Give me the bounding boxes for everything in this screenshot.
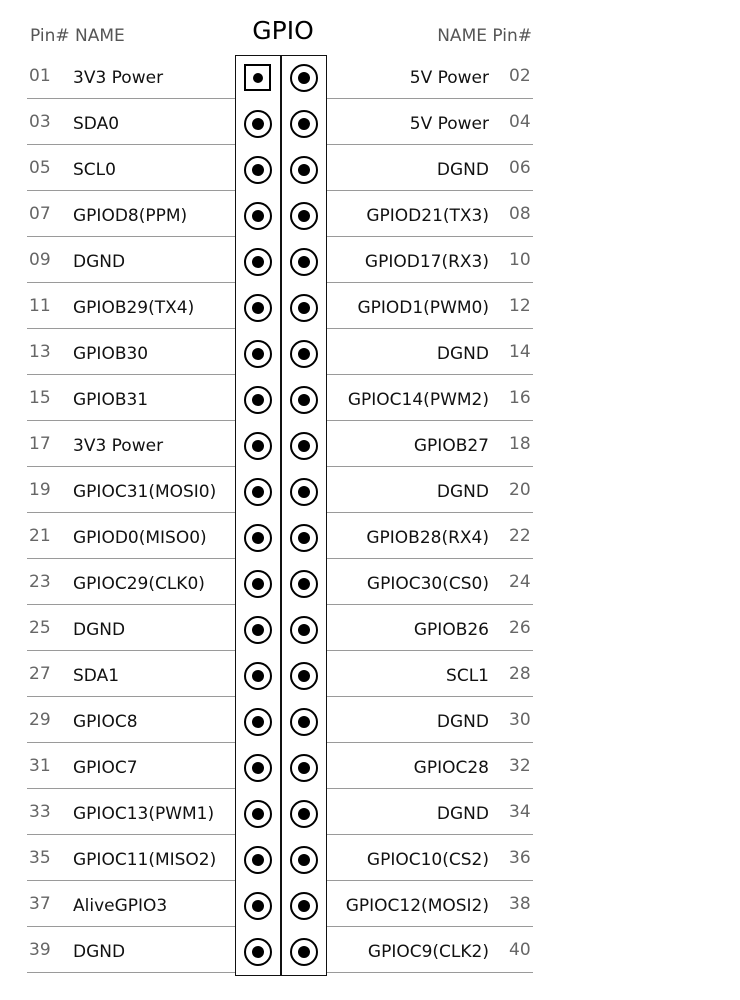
- pin-dot: [252, 762, 264, 774]
- pin-dot: [252, 624, 264, 636]
- right-pin-name: 5V Power: [409, 68, 489, 88]
- left-pin-number: 19: [29, 480, 51, 500]
- row-separator: [327, 236, 533, 237]
- left-pin-number: 17: [29, 434, 51, 454]
- left-pin-name: 3V3 Power: [73, 68, 164, 88]
- header-right: NAME Pin#: [437, 26, 532, 46]
- left-pin-name: SDA0: [73, 114, 120, 134]
- right-pin-name: DGND: [436, 712, 489, 732]
- right-pin-number: 06: [509, 158, 531, 178]
- left-pin-name: 3V3 Power: [73, 436, 164, 456]
- pin-pad: [290, 110, 318, 138]
- pin-pad: [244, 248, 272, 276]
- pin-dot: [298, 854, 310, 866]
- pin-pad: [244, 754, 272, 782]
- pin-dot: [252, 118, 264, 130]
- pin-pad: [290, 570, 318, 598]
- right-pin-number: 28: [509, 664, 531, 684]
- right-pin-number: 12: [509, 296, 531, 316]
- row-separator: [27, 98, 235, 99]
- left-pin-name: GPIOB31: [73, 390, 149, 410]
- pin-pad: [244, 294, 272, 322]
- row-separator: [327, 926, 533, 927]
- pin-pad: [244, 662, 272, 690]
- pin-dot: [298, 670, 310, 682]
- pin-pad: [290, 248, 318, 276]
- pin-dot: [252, 164, 264, 176]
- pin-dot: [253, 73, 263, 83]
- row-separator: [27, 144, 235, 145]
- row-separator: [327, 282, 533, 283]
- left-pin-number: 39: [29, 940, 51, 960]
- right-pin-name: GPIOD1(PWM0): [357, 298, 489, 318]
- pin-dot: [252, 854, 264, 866]
- left-pin-name: GPIOC7: [73, 758, 138, 778]
- left-pin-number: 27: [29, 664, 51, 684]
- row-separator: [27, 742, 235, 743]
- left-pin-number: 35: [29, 848, 51, 868]
- right-pin-number: 26: [509, 618, 531, 638]
- row-separator: [327, 972, 533, 973]
- left-pin-number: 13: [29, 342, 51, 362]
- pin-pad: [244, 938, 272, 966]
- row-separator: [327, 98, 533, 99]
- right-pin-name: GPIOB28(RX4): [366, 528, 489, 548]
- row-separator: [327, 788, 533, 789]
- pin-dot: [252, 256, 264, 268]
- pin-dot: [298, 716, 310, 728]
- pin-dot: [298, 900, 310, 912]
- row-separator: [327, 604, 533, 605]
- pin-dot: [252, 670, 264, 682]
- row-separator: [27, 558, 235, 559]
- header-left: Pin# NAME: [30, 26, 125, 46]
- pin-pad: [290, 294, 318, 322]
- pin-pad: [290, 846, 318, 874]
- pin-pad: [244, 202, 272, 230]
- pin-pad: [244, 156, 272, 184]
- row-separator: [27, 926, 235, 927]
- pin-pad: [244, 386, 272, 414]
- left-pin-name: GPIOD8(PPM): [73, 206, 188, 226]
- pin-pad: [290, 800, 318, 828]
- pin-pad: [290, 478, 318, 506]
- right-pin-number: 24: [509, 572, 531, 592]
- left-pin-name: DGND: [73, 942, 126, 962]
- pin-dot: [298, 302, 310, 314]
- right-pin-number: 04: [509, 112, 531, 132]
- pin-pad: [290, 340, 318, 368]
- left-pin-name: SDA1: [73, 666, 120, 686]
- row-separator: [27, 328, 235, 329]
- right-pin-name: GPIOD17(RX3): [364, 252, 489, 272]
- pin-dot: [252, 946, 264, 958]
- right-pin-name: DGND: [436, 482, 489, 502]
- pin-dot: [298, 486, 310, 498]
- pin-pad: [244, 524, 272, 552]
- pin-dot: [298, 394, 310, 406]
- right-pin-name: GPIOC14(PWM2): [347, 390, 489, 410]
- diagram-title: GPIO: [252, 16, 314, 45]
- pin-pad: [290, 202, 318, 230]
- pin-dot: [252, 532, 264, 544]
- right-pin-name: GPIOC28: [413, 758, 489, 778]
- row-separator: [327, 512, 533, 513]
- pin-dot: [252, 394, 264, 406]
- pin-pad: [244, 846, 272, 874]
- right-pin-number: 38: [509, 894, 531, 914]
- pin-pad: [244, 616, 272, 644]
- right-pin-number: 40: [509, 940, 531, 960]
- row-separator: [27, 282, 235, 283]
- pin-dot: [252, 808, 264, 820]
- pin-pad: [244, 340, 272, 368]
- left-pin-name: DGND: [73, 620, 126, 640]
- row-separator: [327, 466, 533, 467]
- pin-dot: [298, 164, 310, 176]
- row-separator: [327, 696, 533, 697]
- pin-dot: [252, 900, 264, 912]
- pin-dot: [252, 302, 264, 314]
- row-separator: [327, 374, 533, 375]
- right-pin-name: GPIOC12(MOSI2): [345, 896, 489, 916]
- row-separator: [327, 834, 533, 835]
- pin-dot: [298, 532, 310, 544]
- row-separator: [27, 880, 235, 881]
- row-separator: [327, 328, 533, 329]
- pin-pad: [290, 64, 318, 92]
- pin-pad: [290, 524, 318, 552]
- right-pin-name: GPIOC10(CS2): [366, 850, 489, 870]
- left-pin-name: AliveGPIO3: [73, 896, 168, 916]
- right-pin-name: SCL1: [446, 666, 489, 686]
- row-separator: [27, 190, 235, 191]
- right-pin-number: 18: [509, 434, 531, 454]
- row-separator: [27, 972, 235, 973]
- left-pin-number: 29: [29, 710, 51, 730]
- right-pin-name: 5V Power: [409, 114, 489, 134]
- left-pin-number: 31: [29, 756, 51, 776]
- left-pin-name: GPIOB29(TX4): [73, 298, 195, 318]
- left-pin-number: 05: [29, 158, 51, 178]
- pin-pad: [290, 386, 318, 414]
- pin-pad: [244, 110, 272, 138]
- pin-dot: [252, 716, 264, 728]
- left-pin-number: 23: [29, 572, 51, 592]
- right-pin-name: GPIOC30(CS0): [366, 574, 489, 594]
- row-separator: [27, 466, 235, 467]
- right-pin-number: 22: [509, 526, 531, 546]
- pin-pad: [244, 800, 272, 828]
- row-separator: [27, 788, 235, 789]
- left-pin-number: 21: [29, 526, 51, 546]
- pin-header-divider: [280, 55, 282, 976]
- pin-pad: [244, 570, 272, 598]
- pin-dot: [298, 72, 310, 84]
- left-pin-name: DGND: [73, 252, 126, 272]
- pin-dot: [298, 210, 310, 222]
- right-pin-name: GPIOB26: [413, 620, 489, 640]
- row-separator: [327, 144, 533, 145]
- pin-pad: [290, 938, 318, 966]
- pin-dot: [298, 440, 310, 452]
- right-pin-name: DGND: [436, 804, 489, 824]
- right-pin-number: 14: [509, 342, 531, 362]
- pin-dot: [298, 808, 310, 820]
- pin-pad: [290, 432, 318, 460]
- pin-pad: [290, 708, 318, 736]
- row-separator: [327, 420, 533, 421]
- pin-pad: [290, 662, 318, 690]
- left-pin-name: GPIOC11(MISO2): [73, 850, 217, 870]
- right-pin-name: GPIOD21(TX3): [366, 206, 489, 226]
- pin-dot: [298, 348, 310, 360]
- row-separator: [27, 236, 235, 237]
- pin-1-square-pad: [244, 64, 271, 91]
- row-separator: [327, 650, 533, 651]
- pin-dot: [298, 578, 310, 590]
- pin-dot: [252, 486, 264, 498]
- pin-dot: [252, 348, 264, 360]
- pin-dot: [298, 762, 310, 774]
- row-separator: [27, 512, 235, 513]
- right-pin-number: 32: [509, 756, 531, 776]
- pin-pad: [244, 478, 272, 506]
- left-pin-number: 33: [29, 802, 51, 822]
- row-separator: [27, 604, 235, 605]
- pin-pad: [290, 616, 318, 644]
- right-pin-number: 34: [509, 802, 531, 822]
- right-pin-name: GPIOC9(CLK2): [367, 942, 489, 962]
- right-pin-number: 16: [509, 388, 531, 408]
- right-pin-number: 20: [509, 480, 531, 500]
- pin-pad: [244, 708, 272, 736]
- pin-dot: [252, 210, 264, 222]
- left-pin-number: 09: [29, 250, 51, 270]
- pin-pad: [244, 432, 272, 460]
- left-pin-number: 07: [29, 204, 51, 224]
- left-pin-name: GPIOC13(PWM1): [73, 804, 215, 824]
- row-separator: [27, 650, 235, 651]
- pin-dot: [252, 440, 264, 452]
- pin-pad: [290, 892, 318, 920]
- left-pin-name: GPIOC31(MOSI0): [73, 482, 217, 502]
- row-separator: [327, 742, 533, 743]
- pin-dot: [298, 946, 310, 958]
- left-pin-number: 25: [29, 618, 51, 638]
- right-pin-number: 36: [509, 848, 531, 868]
- pin-dot: [252, 578, 264, 590]
- left-pin-number: 11: [29, 296, 51, 316]
- left-pin-number: 15: [29, 388, 51, 408]
- row-separator: [27, 374, 235, 375]
- pin-dot: [298, 256, 310, 268]
- right-pin-name: DGND: [436, 160, 489, 180]
- right-pin-name: GPIOB27: [413, 436, 489, 456]
- right-pin-number: 08: [509, 204, 531, 224]
- pin-dot: [298, 624, 310, 636]
- pin-dot: [298, 118, 310, 130]
- left-pin-name: GPIOC29(CLK0): [73, 574, 205, 594]
- right-pin-number: 30: [509, 710, 531, 730]
- left-pin-number: 03: [29, 112, 51, 132]
- left-pin-name: SCL0: [73, 160, 116, 180]
- right-pin-name: DGND: [436, 344, 489, 364]
- left-pin-name: GPIOC8: [73, 712, 138, 732]
- pin-pad: [244, 892, 272, 920]
- pin-pad: [290, 754, 318, 782]
- left-pin-name: GPIOD0(MISO0): [73, 528, 207, 548]
- pin-pad: [290, 156, 318, 184]
- left-pin-name: GPIOB30: [73, 344, 149, 364]
- row-separator: [327, 558, 533, 559]
- right-pin-number: 02: [509, 66, 531, 86]
- left-pin-number: 37: [29, 894, 51, 914]
- right-pin-number: 10: [509, 250, 531, 270]
- row-separator: [27, 696, 235, 697]
- row-separator: [27, 834, 235, 835]
- left-pin-number: 01: [29, 66, 51, 86]
- row-separator: [27, 420, 235, 421]
- row-separator: [327, 190, 533, 191]
- row-separator: [327, 880, 533, 881]
